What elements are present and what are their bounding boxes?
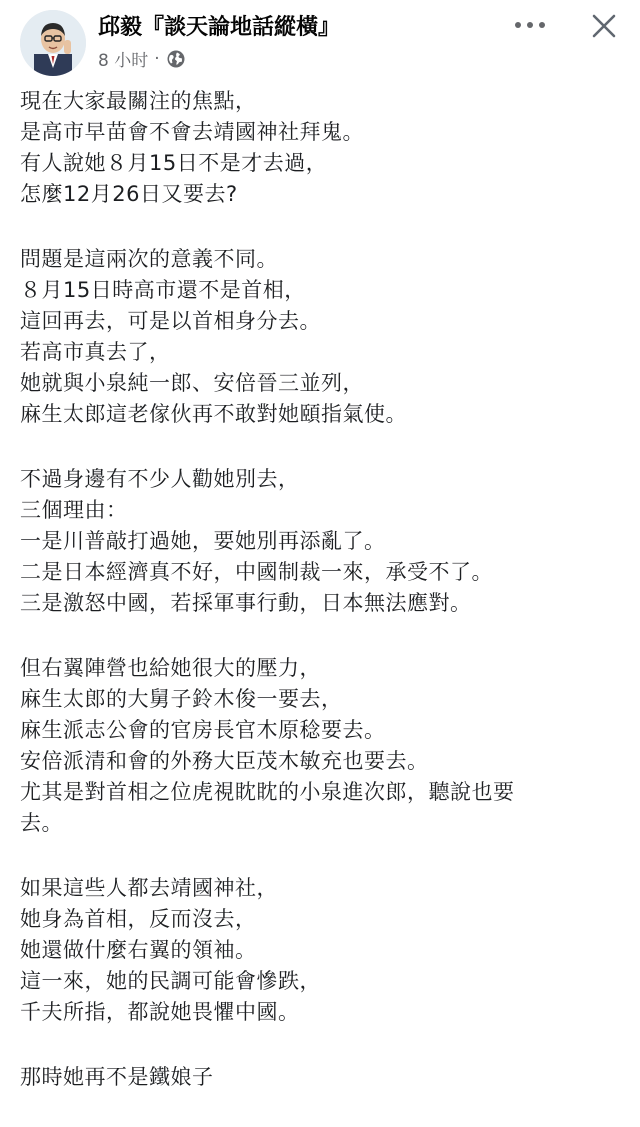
paragraph [20,86,620,210]
text-line: 去。 [20,811,63,835]
text-line: 那時她再不是鐵娘子 [20,1065,214,1089]
text-line: 三是激怒中國，若採軍事行動，日本無法應對。 [20,591,472,615]
text-line: 麻生太郎的大舅子鈴木俊一要去， [20,687,343,711]
text-line: 尤其是對首相之位虎視眈眈的小泉進次郎，聽說也要 [20,780,515,804]
text-line: 安倍派清和會的外務大臣茂木敏充也要去。 [20,749,429,773]
text-line: 問題是這兩次的意義不同。 [20,247,278,271]
text-line: 這一來，她的民調可能會慘跌， [20,969,321,993]
text-line: 她身為首相，反而沒去， [20,907,257,931]
text-line: 她就與小泉純一郎、安倍晉三並列， [20,371,364,395]
post-header [0,0,640,80]
text-line: 有人說她８月15日不是才去過， [20,151,328,175]
text-line: 麻生派志公會的官房長官木原稔要去。 [20,718,386,742]
text-line: 二是日本經濟真不好，中國制裁一來，承受不了。 [20,560,493,584]
paragraph [20,244,620,430]
text-line: 三個理由： [20,498,128,522]
text-line: 如果這些人都去靖國神社， [20,876,278,900]
post-meta [98,46,186,71]
meta-separator: · [154,48,160,69]
text-line: ８月15日時高市還不是首相， [20,278,306,302]
close-icon[interactable] [584,6,624,46]
paragraph [20,873,620,1028]
text-line: 現在大家最關注的焦點， [20,89,257,113]
paragraph [20,1062,620,1093]
text-line: 若高市真去了， [20,340,171,364]
text-line: 麻生太郎這老傢伙再不敢對她頤指氣使。 [20,402,407,426]
text-line: 但右翼陣營也給她很大的壓力， [20,656,321,680]
text-line: 這回再去，可是以首相身分去。 [20,309,321,333]
author-name[interactable]: 邱毅『談天論地話縱橫』 [98,15,341,40]
text-line: 一是川普敲打過她，要她別再添亂了。 [20,529,386,553]
globe-icon[interactable] [166,49,186,69]
paragraph [20,464,620,619]
text-line: 千夫所指，都說她畏懼中國。 [20,1000,300,1024]
avatar-image [20,10,86,76]
text-line: 是高市早苗會不會去靖國神社拜鬼。 [20,120,364,144]
text-line: 怎麼12月26日又要去? [20,182,238,206]
post-body [20,86,620,1127]
more-horizontal-icon[interactable] [508,10,552,40]
avatar[interactable] [20,10,86,76]
text-line: 不過身邊有不少人勸她別去， [20,467,300,491]
paragraph [20,653,620,839]
post-timestamp[interactable]: 8 小时 [98,51,149,71]
text-line: 她還做什麼右翼的領袖。 [20,938,257,962]
